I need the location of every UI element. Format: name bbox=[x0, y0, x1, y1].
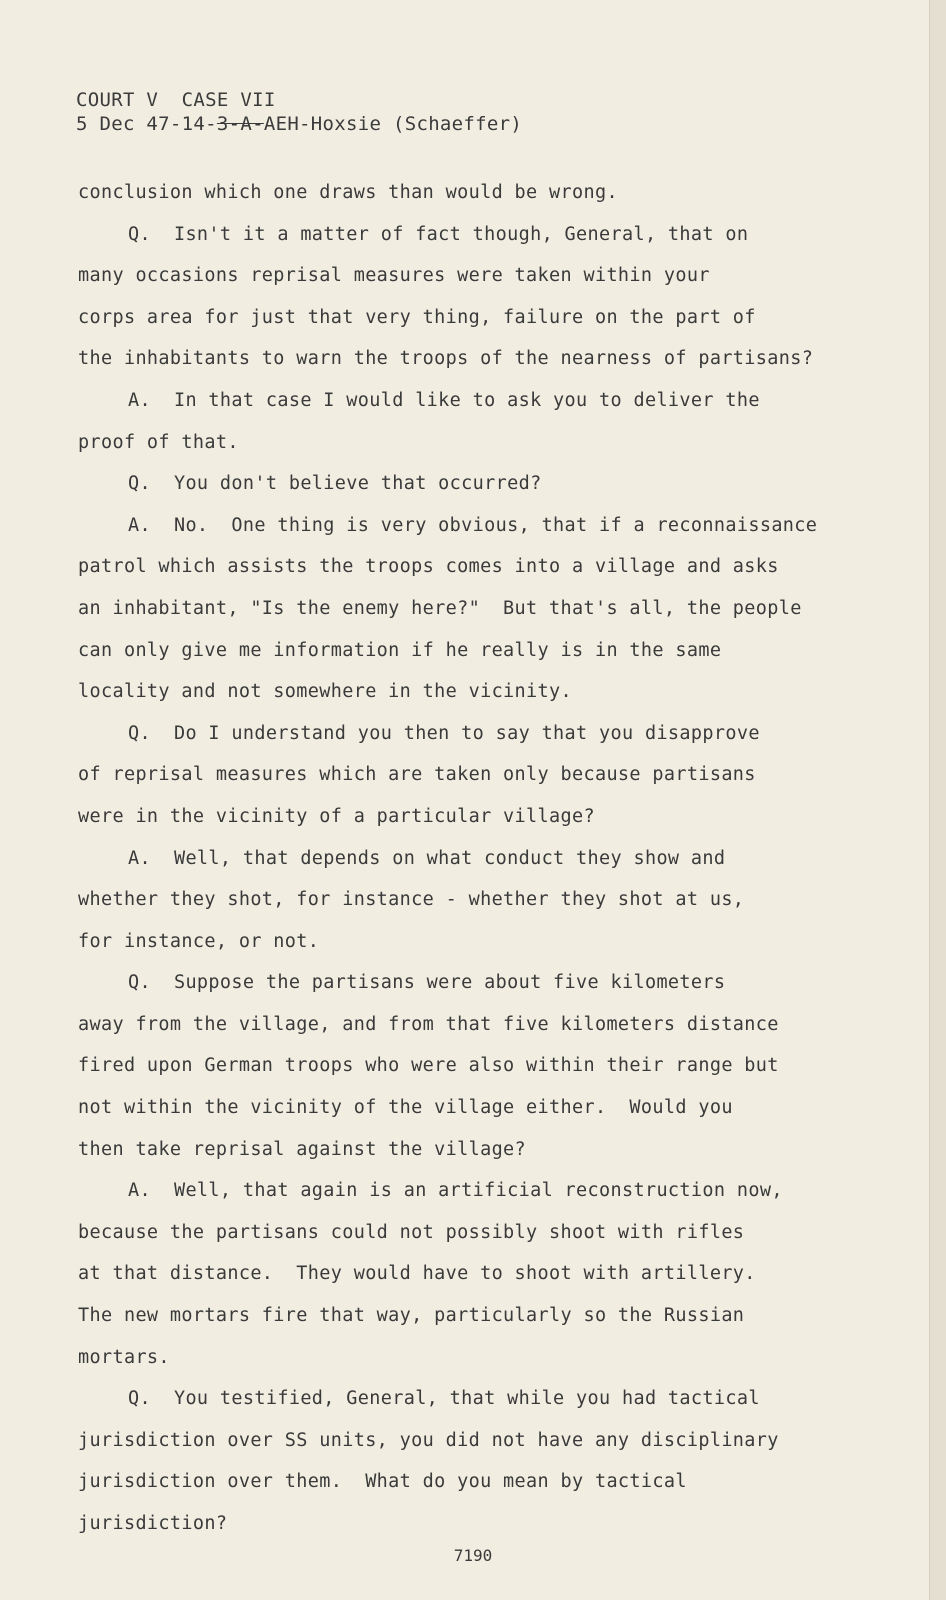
transcript-line: an inhabitant, "Is the enemy here?" But that's all, the people bbox=[78, 597, 802, 619]
transcript-line: conclusion which one draws than would be wrong. bbox=[78, 182, 618, 203]
session-reference-suffix: AEH-Hoxsie (Schaeffer) bbox=[263, 113, 523, 135]
transcript-line: because the partisans could not possibly shoot with rifles bbox=[78, 1221, 745, 1243]
transcript-body bbox=[78, 172, 878, 1545]
document-header bbox=[76, 88, 522, 136]
page-number: 7190 bbox=[453, 1546, 493, 1565]
transcript-line: A. Well, that depends on what conduct they show and bbox=[128, 847, 726, 869]
transcript-line: The new mortars fire that way, particularly so the Russian bbox=[78, 1305, 745, 1327]
transcript-line: Q. Suppose the partisans were about five kilometers bbox=[128, 972, 726, 994]
transcript-line: A. Well, that again is an artificial reconstruction now, bbox=[128, 1180, 783, 1202]
struck-reference: 3-A- bbox=[216, 113, 264, 135]
transcript-line: corps area for just that very thing, failure on the part of bbox=[78, 306, 756, 328]
transcript-line: not within the vicinity of the village either. Would you bbox=[78, 1097, 733, 1119]
transcript-line: whether they shot, for instance - whether they shot at us, bbox=[78, 889, 745, 911]
transcript-line: at that distance. They would have to shoot with artillery. bbox=[78, 1263, 756, 1285]
transcript-line: jurisdiction over SS units, you did not have any disciplinary bbox=[78, 1429, 779, 1451]
transcript-line: patrol which assists the troops comes into a village and asks bbox=[78, 556, 779, 578]
session-reference-prefix: 5 Dec 47-14- bbox=[76, 113, 217, 135]
transcript-line: fired upon German troops who were also within their range but bbox=[78, 1055, 779, 1077]
transcript-line: Q. Isn't it a matter of fact though, General, that on bbox=[128, 223, 749, 245]
transcript-line: proof of that. bbox=[78, 431, 239, 453]
session-reference-line bbox=[76, 112, 522, 136]
transcript-line: A. No. One thing is very obvious, that if a reconnaissance bbox=[128, 514, 818, 536]
transcript-line: Q. You testified, General, that while you had tactical bbox=[128, 1388, 760, 1410]
transcript-line: A. In that case I would like to ask you to deliver the bbox=[128, 389, 760, 411]
transcript-line: many occasions reprisal measures were taken within your bbox=[78, 265, 710, 287]
transcript-line: can only give me information if he really is in the same bbox=[78, 639, 722, 661]
court-case-line: COURT V CASE VII bbox=[76, 89, 276, 111]
transcript-line: jurisdiction? bbox=[78, 1513, 228, 1534]
transcript-line: were in the vicinity of a particular village? bbox=[78, 805, 595, 827]
transcript-line: of reprisal measures which are taken only because partisans bbox=[78, 764, 756, 786]
transcript-line: jurisdiction over them. What do you mean by tactical bbox=[78, 1471, 687, 1493]
transcript-line: the inhabitants to warn the troops of the nearness of partisans? bbox=[78, 348, 814, 370]
transcript-line: mortars. bbox=[78, 1346, 170, 1368]
transcript-line: Q. You don't believe that occurred? bbox=[128, 473, 542, 495]
page-edge bbox=[929, 0, 946, 1600]
transcript-line: away from the village, and from that five kilometers distance bbox=[78, 1013, 779, 1035]
transcript-line: locality and not somewhere in the vicinity. bbox=[78, 681, 572, 703]
transcript-line: Q. Do I understand you then to say that you disapprove bbox=[128, 722, 760, 744]
transcript-line: for instance, or not. bbox=[78, 930, 320, 952]
transcript-line: then take reprisal against the village? bbox=[78, 1138, 527, 1160]
